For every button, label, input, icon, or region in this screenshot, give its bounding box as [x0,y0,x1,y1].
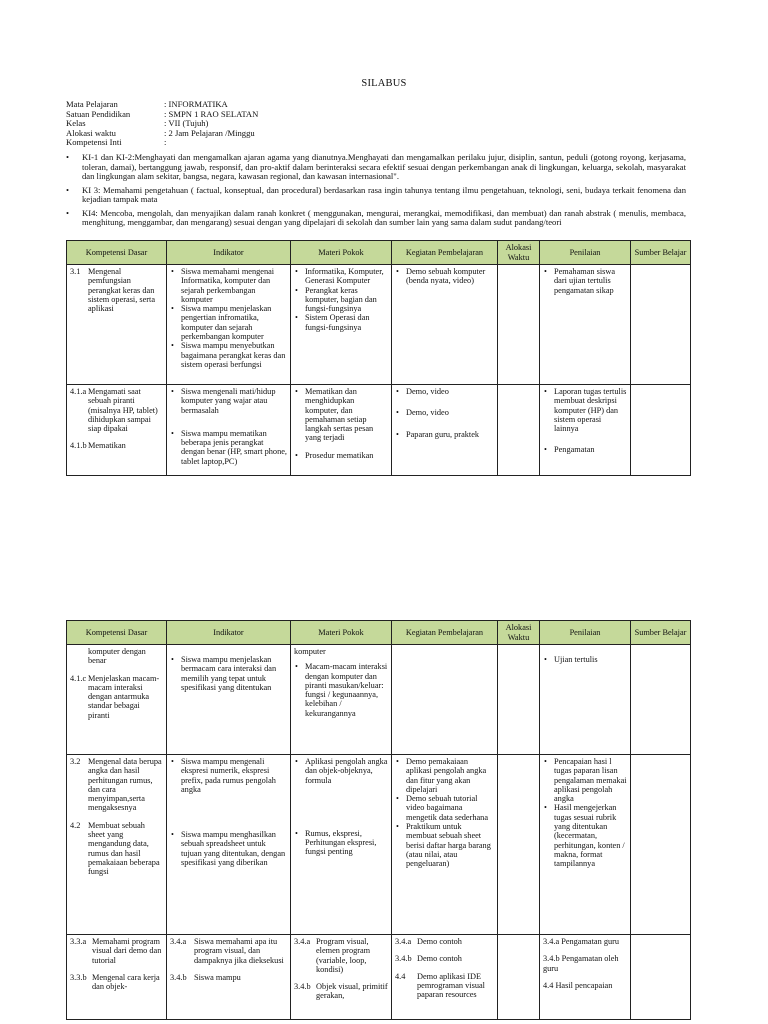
bullet-icon: • [396,757,399,766]
list-item [543,387,627,433]
ki-text: KI 3: Memahami pengetahuan ( factual, konseptual, dan procedural) berdasarkan rasa ingin tahunya tentang ilmu pengetahuan, teknologi, seni, budaya terkait fenomena dan kejadian tampak mata [82,184,686,204]
table-header-row [67,621,691,645]
materi-text: Mematikan dan menghidupkan komputer, dan pemahaman setiap langkah sertas pesan yang terjadi [305,387,374,443]
cell-sumber [631,645,691,755]
penilaian-text: Ujian tertulis [554,655,598,664]
list-item [543,655,627,664]
kegiatan-text: Demo sebuah komputer (benda nyata, video) [406,267,486,286]
header-kompetensi-dasar: Kompetensi Dasar [67,241,167,265]
kegiatan-number: 3.4.a [395,937,412,946]
cell-penilaian [540,265,631,385]
cell-kegiatan [392,755,498,935]
header-penilaian: Penilaian [540,241,631,265]
table-row [67,645,691,755]
cell-sumber [631,385,691,476]
ki-item [66,186,686,205]
list-item [170,655,287,692]
bullet-icon: • [396,267,399,276]
kegiatan-number: 3.4.b [395,954,412,964]
bullet-icon: • [171,655,174,664]
kd-number: 4.1.c [70,673,87,683]
kd-number: 3.3.a [70,937,87,946]
document-title: SILABUS [361,78,407,89]
bullet-icon: • [544,267,547,276]
kd-number: 4.1.b [70,441,87,451]
list-item [543,445,627,454]
cell-kd [67,265,167,385]
kd-text: Mengenal data berupa angka dan hasil perhitungan rumus, dan cara menyimpan,serta mengaksesnya [88,757,162,813]
kegiatan-text: Praktikum untuk membuat sebuah sheet berisi daftar harga barang (atau nilai, atau pengeluaran) [406,822,491,869]
list-item [294,387,388,443]
ki-item [66,153,686,182]
bullet-icon: • [295,313,298,323]
indikator-text: Siswa mampu menghasilkan sebuah spreadsheet untuk tujuan yang ditentukan, dengan spesifikasi yang diberikan [181,830,286,868]
ki-text: KI-1 dan KI-2:Menghayati dan mengamalkan ajaran agama yang dianutnya.Menghayati dan mengamalkan perilaku jujur, disiplin, santun, peduli (gotong royong, kerjasama, toleran, damai), bertanggung jawab, responsif, dan pro-aktif dalam berinteraksi secara efektif sesuai dengan perkembangan anak di lingkungan, keluarga, sekolah, masyarakat dan lingkungan alam sekitar, bangsa, negara, kawasan regional, dan kawasan internasional". [82,152,686,181]
list-item [294,286,388,314]
meta-label: Satuan Pendidikan [66,108,131,119]
list-item [543,267,627,295]
cell-kd [67,935,167,1020]
kd-text: komputer dengan benar [88,647,146,666]
penilaian-text: Pencapaian hasi l tugas paparan lisan pengalaman memakai aplikasi pengolah angka [554,757,627,804]
kd-number: 4.2 [70,820,81,830]
cell-alokasi [498,265,540,385]
table-row [67,265,691,385]
cell-sumber [631,755,691,935]
kegiatan-text: Demo, video [406,387,449,396]
meta-label: Kelas [66,118,86,128]
kegiatan-text: Paparan guru, praktek [406,429,480,439]
cell-materi [291,935,392,1020]
silabus-table-1 [66,240,691,476]
header-alokasi: Alokasi Waktu [498,241,540,265]
materi-text: komputer [294,647,326,656]
penilaian-text: 3.4.a Pengamatan guru [543,937,620,946]
list-item [543,803,627,868]
list-item [294,829,388,857]
materi-text: Rumus, ekspresi, Perhitungan ekspresi, fungsi penting [305,828,377,857]
bullet-icon: • [396,429,399,439]
list-item [294,757,388,785]
bullet-icon: • [295,662,298,672]
bullet-icon: • [396,387,399,396]
ki-item [66,209,686,228]
cell-indikator [167,755,291,935]
bullet-icon: • [396,794,399,804]
kd-text: Mengenal pemfungsian perangkat keras dan sistem operasi, serta aplikasi [88,267,156,314]
list-item [170,267,287,304]
cell-kd [67,755,167,935]
indikator-text: Siswa mampu mengenali ekspresi numerik, ekspresi prefix, pada rumus pengolah angka [181,757,276,794]
kompetensi-inti-list [66,153,686,232]
bullet-icon: • [295,387,298,396]
cell-indikator [167,265,291,385]
cell-penilaian [540,755,631,935]
header-indikator: Indikator [167,241,291,265]
cell-kegiatan [392,385,498,476]
header-sumber: Sumber Belajar [631,621,691,645]
course-info [66,100,258,148]
indikator-text: Siswa mampu menjelaskan bermacam cara interaksi dan memilih yang tepat untuk spesifikasi yang ditentukan [181,655,277,692]
meta-label: Mata Pelajaran [66,99,118,109]
cell-materi [291,645,392,755]
materi-text: Aplikasi pengolah angka dan objek-objeknya, formula [305,757,388,785]
bullet-icon: • [66,184,70,195]
cell-materi [291,265,392,385]
list-item [395,794,494,822]
indikator-text: Siswa mampu mematikan beberapa jenis perangkat dengan benar (HP, smart phone, tablet laptop,PC) [181,428,287,466]
indikator-number: 3.4.a [170,937,187,946]
kegiatan-text: Demo contoh [417,937,462,946]
cell-alokasi [498,935,540,1020]
penilaian-text: 4.4 Hasil pencapaian [543,980,613,990]
kd-number: 4.1.a [70,387,87,396]
bullet-icon: • [171,757,174,766]
bullet-icon: • [171,428,174,438]
meta-label: Alokasi waktu [66,127,116,138]
table-row [67,385,691,476]
header-penilaian: Penilaian [540,621,631,645]
header-kegiatan: Kegiatan Pembelajaran [392,241,498,265]
header-alokasi: Alokasi Waktu [498,621,540,645]
materi-number: 3.4.a [294,937,311,946]
cell-alokasi [498,385,540,476]
cell-indikator [167,385,291,476]
cell-penilaian [540,935,631,1020]
list-item [395,387,494,396]
kegiatan-text: Demo pemakaiaan aplikasi pengolah angka dan fitur yang akan dipelajari [406,757,487,794]
materi-text: Macam-macam interaksi dengan komputer dan piranti masukan/keluar: fungsi / kegunaannya, kelebihan / kekurangannya [305,662,388,718]
table-row [67,755,691,935]
meta-value: : VII (Tujuh) [164,118,209,128]
cell-kegiatan [392,935,498,1020]
indikator-text: Siswa mampu menjelaskan pengertian infromatika, komputer dan sejarah perkembangan komputer [181,304,272,342]
list-item [170,830,287,867]
header-materi-pokok: Materi Pokok [291,621,392,645]
kd-number: 3.3.b [70,972,87,982]
bullet-icon: • [295,285,298,295]
kegiatan-number: 4.4 [395,971,406,981]
list-item [395,408,494,417]
ki-text: KI4: Mencoba, mengolah, dan menyajikan dalam ranah konkret ( menggunakan, mengurai, merangkai, memodifikasi, dan membuat) dan ranah abstrak ( menulis, membaca, menghitung, menggambar, dan mengarang) sesuai dengan yang dipelajari di sekolah dan sumber lain yang sama dalam sudut pandang/teori [82,207,686,227]
kegiatan-text: Demo sebuah tutorial video bagaimana mengetik data sederhana [406,794,489,822]
cell-materi [291,755,392,935]
kd-number: 3.1 [70,267,81,276]
list-item [294,662,388,718]
bullet-icon: • [171,267,174,276]
bullet-icon: • [396,408,399,418]
indikator-text: Siswa mengenali mati/hidup komputer yang wajar atau bermasalah [181,387,276,415]
list-item [170,387,287,415]
cell-alokasi [498,755,540,935]
bullet-icon: • [295,757,298,766]
bullet-icon: • [295,828,298,838]
list-item [395,267,494,286]
header-indikator: Indikator [167,621,291,645]
materi-text: Perangkat keras komputer, bagian dan fungsi-fungsinya [305,285,377,314]
list-item [170,341,287,369]
kegiatan-text: Demo, video [406,408,449,418]
materi-text: Informatika, Komputer, Generasi Komputer [305,267,384,286]
list-item [170,757,287,794]
list-item [170,304,287,341]
indikator-text: Siswa memahami mengenai Informatika, komputer dan sejarah perkembangan komputer [181,267,275,304]
header-sumber: Sumber Belajar [631,241,691,265]
bullet-icon: • [295,450,298,460]
bullet-icon: • [66,152,70,162]
penilaian-text: Pemahaman siswa dari ujian tertulis pengamatan sikap [554,267,616,295]
cell-kd [67,385,167,476]
kd-text: Menjelaskan macam-macam interaksi dengan antarmuka standar bebagai piranti [88,673,160,720]
materi-text: Prosedur mematikan [305,450,374,460]
indikator-text: Siswa memahami apa itu program visual, dan dampaknya jika dieksekusi [194,937,284,965]
header-materi-pokok: Materi Pokok [291,241,392,265]
cell-kegiatan [392,645,498,755]
materi-text: Objek visual, primitif gerakan, [316,982,388,1001]
bullet-icon: • [544,757,547,766]
header-kegiatan: Kegiatan Pembelajaran [392,621,498,645]
list-item [543,757,627,803]
list-item [395,430,494,439]
indikator-number: 3.4.b [170,972,187,982]
penilaian-text: Pengamatan [554,445,595,455]
bullet-icon: • [544,803,547,813]
kd-text: Mematikan [88,441,126,451]
bullet-icon: • [295,267,298,276]
meta-label: Kompetensi Inti [66,137,122,147]
list-item [294,451,388,460]
meta-value: : INFORMATIKA [164,99,228,109]
cell-alokasi [498,645,540,755]
list-item [294,267,388,286]
bullet-icon: • [66,207,70,218]
penilaian-text: Hasil mengejerkan tugas sesuai rubrik yang ditentukan (kecermatan, perhitungan, konten / makna, format tampilannya [554,803,625,869]
table-header-row [67,241,691,265]
cell-sumber [631,935,691,1020]
meta-value: : SMPN 1 RAO SELATAN [164,108,259,119]
meta-value: : 2 Jam Pelajaran /Minggu [164,127,255,138]
kd-text: Mengamati saat sebuah piranti (misalnya HP, tablet) dihidupkan sampai siap dipakai [88,387,158,434]
silabus-table-2 [66,620,691,1020]
materi-text: Program visual, elemen program (variable, loop, kondisi) [316,937,371,974]
header-kompetensi-dasar: Kompetensi Dasar [67,621,167,645]
cell-penilaian [540,645,631,755]
bullet-icon: • [171,830,174,840]
meta-value: : [164,137,167,147]
cell-indikator [167,645,291,755]
kd-text: Membuat sebuah sheet yang mengandung data, rumus dan hasil pemakaiaan beberapa fungsi [88,820,160,877]
kegiatan-text: Demo aplikasi IDE pemrograman visual paparan resources [417,971,485,1000]
table-row [67,935,691,1020]
bullet-icon: • [544,387,547,396]
materi-number: 3.4.b [294,982,311,992]
kd-text: Mengenal cara kerja dan objek- [92,972,160,992]
bullet-icon: • [171,341,174,351]
materi-text: Sistem Operasi dan fungsi-fungsinya [305,313,370,332]
bullet-icon: • [544,445,547,455]
kd-text: Memahami program visual dari demo dan tutorial [92,937,162,965]
list-item [395,757,494,794]
indikator-text: Siswa mampu [194,972,241,982]
cell-penilaian [540,385,631,476]
cell-indikator [167,935,291,1020]
cell-kegiatan [392,265,498,385]
list-item [294,313,388,332]
cell-sumber [631,265,691,385]
bullet-icon: • [171,304,174,314]
cell-materi [291,385,392,476]
list-item [170,429,287,466]
list-item [395,822,494,868]
indikator-text: Siswa mampu menyebutkan bagaimana perangkat keras dan sistem operasi berfungsi [181,341,286,369]
bullet-icon: • [544,655,547,664]
penilaian-text: Laporan tugas tertulis membuat deskripsi komputer (HP) dan sistem operasi lainnya [554,387,627,434]
kd-number: 3.2 [70,757,81,766]
cell-kd [67,645,167,755]
kegiatan-text: Demo contoh [417,954,462,964]
penilaian-text: 3.4.b Pengamatan oleh guru [543,954,619,973]
bullet-icon: • [171,387,174,396]
bullet-icon: • [396,822,399,832]
